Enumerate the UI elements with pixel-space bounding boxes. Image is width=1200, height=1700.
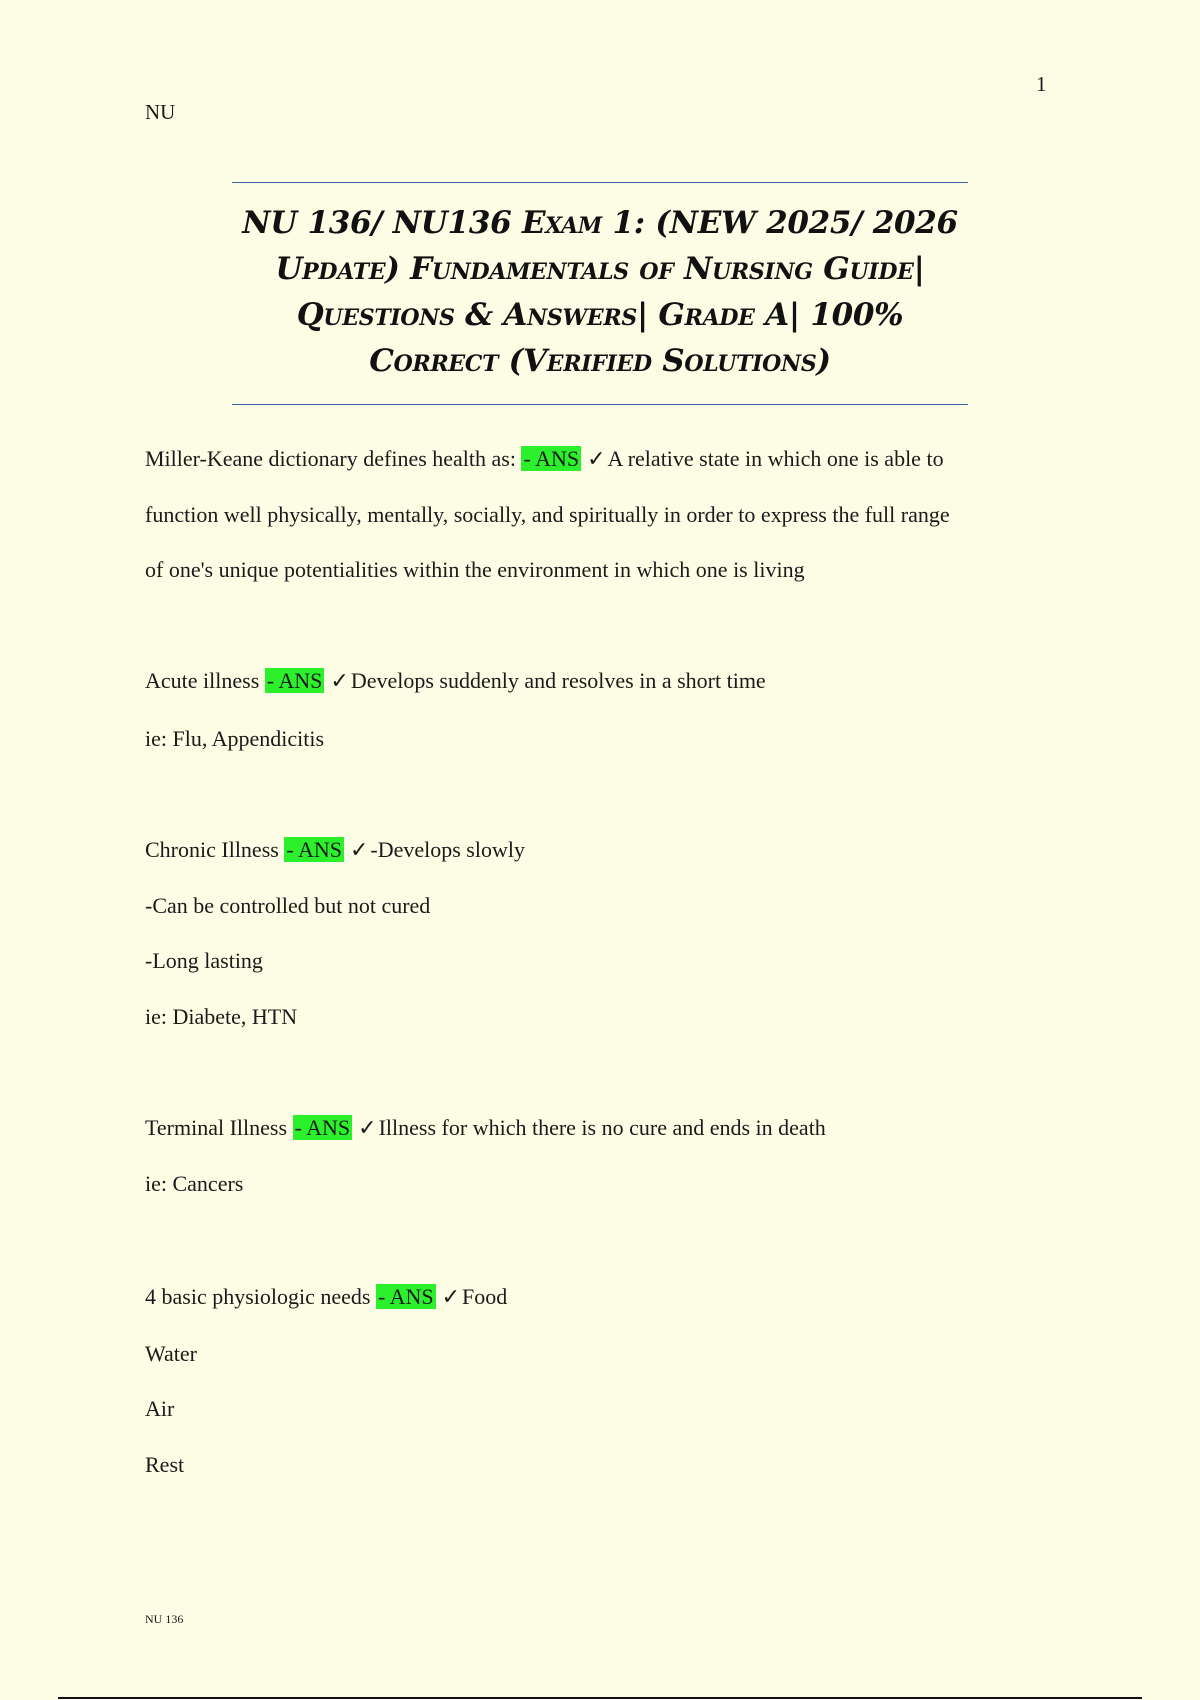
answer-continuation: Rest bbox=[145, 1452, 185, 1477]
ans-highlight: - ANS bbox=[377, 1284, 434, 1309]
title-rule-bottom bbox=[232, 404, 968, 405]
answer-text: Develops suddenly and resolves in a short time bbox=[350, 668, 766, 693]
answer-continuation: Water bbox=[145, 1341, 197, 1366]
answer-continuation: -Long lasting bbox=[145, 948, 263, 973]
title-rule-top bbox=[232, 182, 968, 183]
ans-highlight: - ANS bbox=[523, 446, 580, 471]
footer-rule bbox=[58, 1697, 1142, 1699]
answer-continuation: function well physically, mentally, socially, and spiritually in order to express the full range bbox=[145, 502, 950, 527]
answer-text: Illness for which there is no cure and ends in death bbox=[378, 1115, 826, 1140]
answer-text: Food bbox=[462, 1284, 508, 1309]
qa-question-line bbox=[145, 666, 766, 696]
check-icon: ✓ bbox=[441, 1284, 461, 1309]
answer-text: A relative state in which one is able to bbox=[607, 446, 944, 471]
answer-continuation: ie: Diabete, HTN bbox=[145, 1004, 298, 1029]
qa-question-line bbox=[145, 1113, 826, 1143]
title-line: Questions & Answers| Grade A| 100% bbox=[296, 297, 904, 333]
page-number: 1 bbox=[1036, 72, 1047, 96]
answer-continuation: -Can be controlled but not cured bbox=[145, 893, 431, 918]
ans-highlight: - ANS bbox=[286, 837, 342, 862]
answer-continuation: ie: Cancers bbox=[145, 1171, 244, 1196]
ans-highlight: - ANS bbox=[266, 668, 323, 693]
check-icon: ✓ bbox=[349, 837, 369, 862]
document-title bbox=[232, 200, 968, 384]
title-line: Correct (Verified Solutions) bbox=[369, 343, 831, 379]
running-header: NU bbox=[145, 100, 176, 124]
question-text: 4 basic physiologic needs bbox=[145, 1284, 371, 1309]
title-line: NU 136/ NU136 Exam 1: (NEW 2025/ 2026 bbox=[242, 205, 958, 241]
question-text: Chronic Illness bbox=[145, 837, 279, 862]
question-text: Terminal Illness bbox=[145, 1115, 288, 1140]
question-text: Acute illness bbox=[145, 668, 260, 693]
answer-continuation: Air bbox=[145, 1396, 175, 1421]
qa-question-line bbox=[145, 835, 525, 865]
answer-continuation: ie: Flu, Appendicitis bbox=[145, 726, 325, 751]
qa-question-line bbox=[145, 1282, 507, 1312]
check-icon: ✓ bbox=[330, 668, 349, 693]
check-icon: ✓ bbox=[587, 446, 606, 471]
answer-text: -Develops slowly bbox=[370, 837, 525, 862]
title-line: Update) Fundamentals of Nursing Guide| bbox=[275, 251, 925, 287]
answer-continuation: of one's unique potentialities within the environment in which one is living bbox=[145, 557, 805, 582]
ans-highlight: - ANS bbox=[294, 1115, 351, 1140]
qa-question-line bbox=[145, 444, 944, 474]
running-footer: NU 136 bbox=[145, 1612, 184, 1626]
question-text: Miller-Keane dictionary defines health as: bbox=[145, 446, 516, 471]
check-icon: ✓ bbox=[358, 1115, 377, 1140]
